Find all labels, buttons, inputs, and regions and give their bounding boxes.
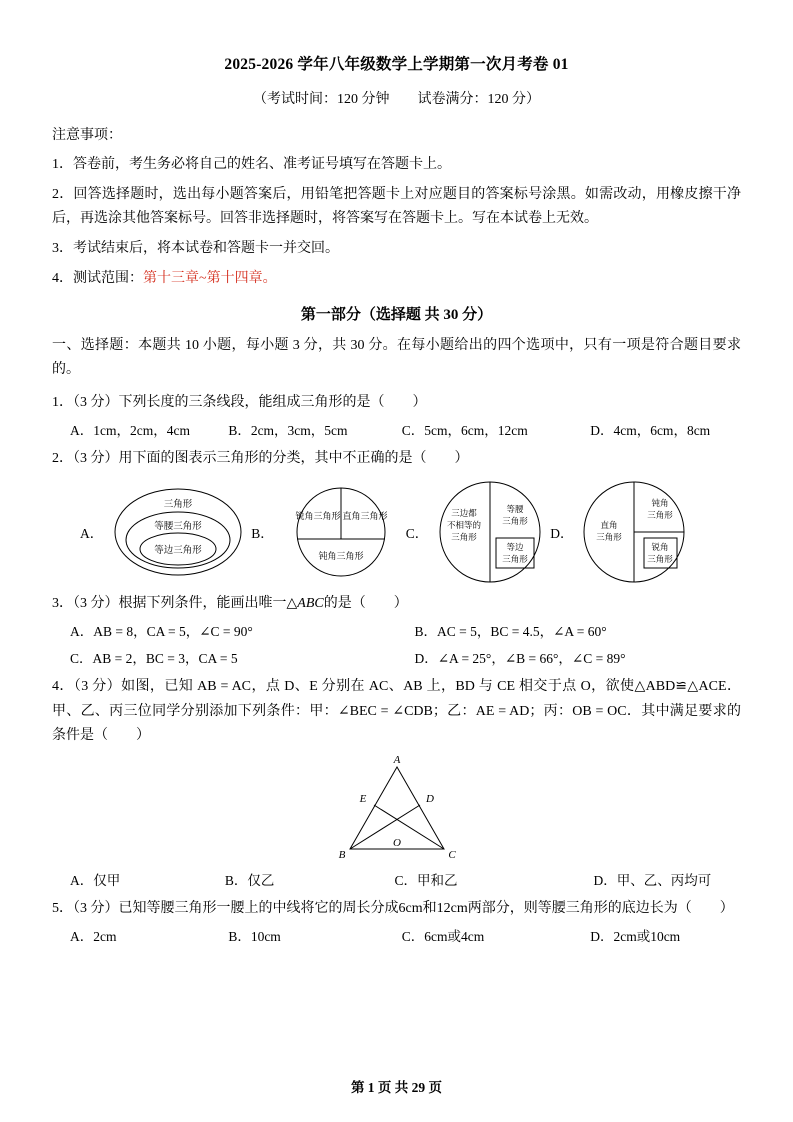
part-intro: 一、选择题：本题共 10 小题，每小题 3 分，共 30 分。在每小题给出的四个选项中，只有一项是符合题目要求的。 [52, 338, 741, 378]
exam-subtitle: （考试时间：120 分钟 试卷满分：120 分） [253, 92, 540, 107]
venn-d-left-line1: 直角 [600, 519, 618, 530]
page-title: 2025-2026 学年八年级数学上学期第一次月考卷 01 [224, 56, 569, 73]
venn-a-mid-label: 等腰三角形 [154, 521, 203, 532]
question-4-option-d: D．甲、乙、丙均可 [593, 872, 712, 888]
question-1-option-c: C．5cm，6cm，12cm [401, 423, 528, 439]
notice-item-4 [52, 267, 741, 291]
question-4-option-c: C．甲和乙 [394, 872, 458, 888]
question-4-figure-wrap [52, 753, 741, 865]
venn-d-inner-line2: 三角形 [646, 553, 673, 564]
venn-d-left-line2: 三角形 [595, 531, 622, 542]
question-1-option-b: B．2cm，3cm，5cm [228, 423, 348, 439]
venn-c-inner-line2: 三角形 [502, 553, 529, 564]
question-4-stem: 4．（3 分）如图，已知 AB = AC，点 D、E 分别在 AC、AB 上，BD 与 CE 相交于点 O，欲使△ABD≌△ACE．甲、乙、丙三位同学分别添加下列条件：甲：∠BEC = ∠CDB；乙：AE = AD；丙：OB = OC．其中满足要求的条件是（ ） [52, 679, 741, 744]
question-3-option-a: A．AB = 8，CA = 5，∠C = 90° [70, 624, 253, 640]
question-3-stem-post: 的是（ ） [323, 595, 408, 611]
question-4-options [52, 869, 741, 889]
triangle-figure-q4 [322, 753, 472, 865]
question-1-option-d: D．4cm，6cm，8cm [590, 423, 711, 439]
question-5-stem: 5．（3 分）已知等腰三角形一腰上的中线将它的周长分成6cm和12cm两部分，则等腰三角形的底边长为（ ） [52, 900, 734, 916]
question-5-option-a: A．2cm [70, 929, 117, 945]
venn-c-right-line2: 三角形 [502, 515, 529, 526]
question-1-stem: 1．（3 分）下列长度的三条线段，能组成三角形的是（ ） [52, 394, 427, 410]
question-3-stem-italic: ABC [297, 595, 324, 611]
question-3-stem [52, 592, 741, 617]
question-2-stem: 2．（3 分）用下面的图表示三角形的分类，其中不正确的是（ ） [52, 451, 469, 467]
question-2-label-d: D． [550, 525, 574, 541]
venn-b-acute-label: 锐角三角形 [295, 510, 341, 521]
section-title: 第一部分（选择题 共 30 分） [300, 307, 493, 324]
q4-label-D: D [425, 792, 434, 805]
question-3-stem-pre: 3．（3 分）根据下列条件，能画出唯一△ [52, 595, 298, 611]
venn-d-right-line2: 三角形 [646, 509, 673, 520]
question-3-option-d: D．∠A = 25°，∠B = 66°，∠C = 89° [414, 651, 626, 667]
notice-item-4-prefix: 4．测试范围： [52, 271, 143, 287]
question-1-option-a: A．1cm，2cm，4cm [70, 423, 190, 439]
question-3-option-c: C．AB = 2，BC = 3，CA = 5 [70, 651, 238, 667]
notice-item-4-range: 第十三章~第十四章。 [143, 271, 277, 287]
question-5-option-b: B．10cm [228, 929, 281, 945]
page-footer: 第 1 页 共 29 页 [350, 1080, 443, 1095]
venn-c-left-line1: 三边都 [451, 507, 478, 518]
question-1-options [52, 419, 741, 439]
question-5-options [52, 925, 741, 945]
venn-diagram-b [282, 486, 400, 578]
venn-diagram-d [582, 480, 686, 584]
venn-diagram-a [111, 486, 245, 578]
question-5-option-c: C．6cm或4cm [401, 929, 485, 945]
question-4-option-a: A．仅甲 [70, 872, 121, 888]
q4-label-E: E [359, 792, 366, 805]
venn-d-right-line1: 钝角 [651, 497, 669, 508]
venn-c-inner-line1: 等边 [506, 541, 524, 552]
notice-item-3: 3．考试结束后，将本试卷和答题卡一并交回。 [52, 241, 339, 257]
venn-c-left-line3: 三角形 [451, 531, 478, 542]
question-3-options [52, 620, 741, 667]
question-2-label-c: C． [405, 525, 429, 541]
question-4-option-b: B．仅乙 [224, 872, 275, 888]
question-2-label-a: A． [80, 525, 104, 541]
venn-b-obtuse-label: 钝角三角形 [318, 550, 364, 561]
venn-a-outer-label: 三角形 [163, 499, 193, 510]
venn-a-inner-label: 等边三角形 [154, 545, 203, 556]
notice-item-2: 2．回答选择题时，选出每小题答案后，用铅笔把答题卡上对应题目的答案标号涂黑。如需改动，用橡皮擦干净后，再选涂其他答案标号。回答非选择题时，将答案写在答题卡上。写在本试卷上无效。 [52, 187, 741, 227]
q4-label-B: B [338, 848, 345, 861]
question-5-option-d: D．2cm或10cm [590, 929, 681, 945]
notice-item-1: 1．答卷前，考生务必将自己的姓名、准考证号填写在答题卡上。 [52, 157, 451, 172]
venn-c-left-line2: 不相等的 [447, 519, 482, 530]
question-2-label-b: B． [251, 525, 274, 541]
venn-c-right-line1: 等腰 [506, 503, 524, 514]
notice-heading: 注意事项： [52, 128, 122, 143]
venn-diagram-c [436, 480, 544, 584]
venn-b-right-label: 直角三角形 [342, 510, 388, 521]
question-3-option-b: B．AC = 5，BC = 4.5，∠A = 60° [414, 624, 607, 640]
q4-label-A: A [393, 753, 400, 766]
q4-label-C: C [447, 848, 456, 861]
q4-label-O: O [392, 836, 401, 849]
venn-d-inner-line1: 锐角 [651, 541, 669, 552]
question-2-figures [52, 480, 741, 584]
